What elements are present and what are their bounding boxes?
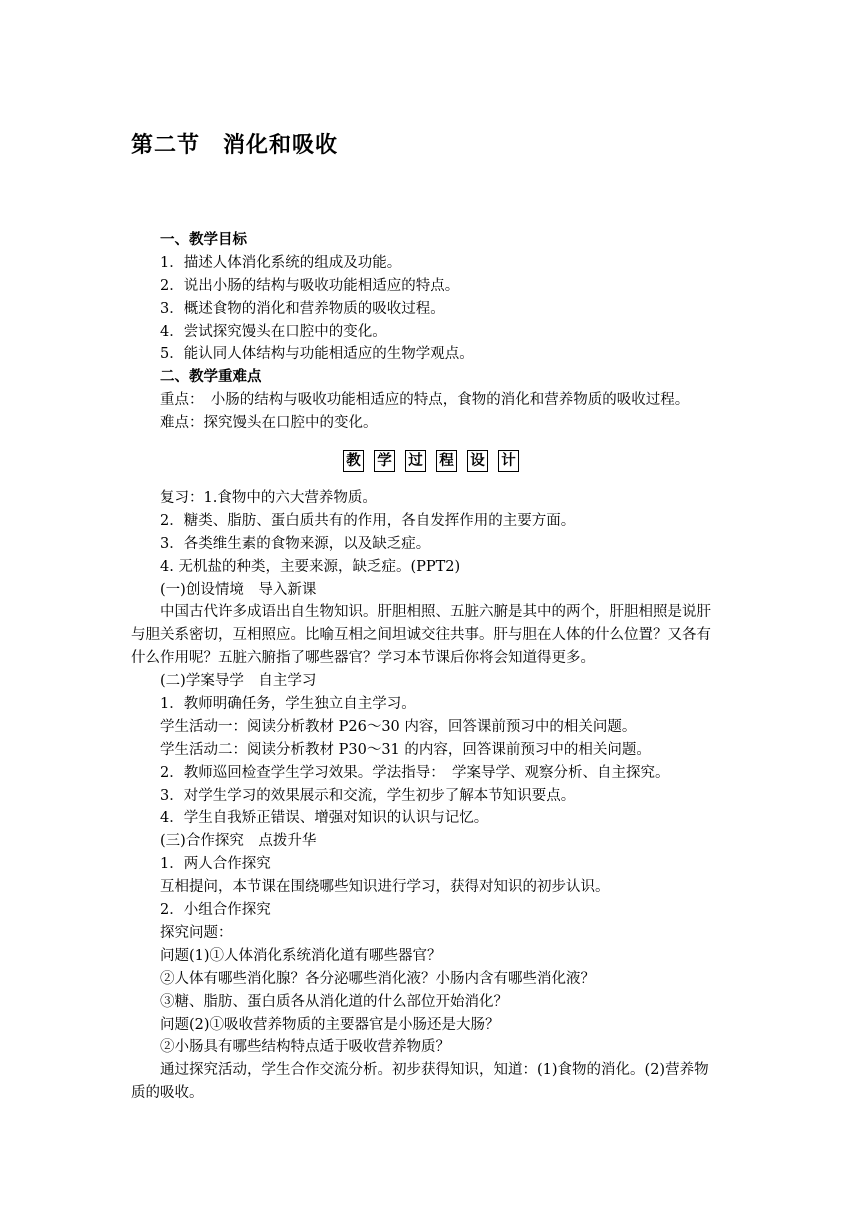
list-line: 互相提问，本节课在围绕哪些知识进行学习，获得对知识的初步认识。 (160, 879, 610, 896)
objective-item: 1．描述人体消化系统的组成及功能。 (160, 254, 402, 271)
list-line: 学生活动二：阅读分析教材 P30～31 的内容，回答课前预习中的相关问题。 (160, 741, 651, 758)
section-cooperative (131, 830, 731, 1105)
paragraph-line: 什么作用呢？五脏六腑指了哪些器官？学习本节课后你将会知道得更多。 (131, 650, 595, 667)
list-line: 问题(1)①人体消化系统消化道有哪些器官？ (160, 947, 442, 964)
objective-item: 3．概述食物的消化和营养物质的吸收过程。 (160, 300, 445, 317)
paragraph-line: 质的吸收。 (131, 1085, 204, 1102)
list-line: 1．两人合作探究 (160, 856, 271, 873)
objective-item: 4．尝试探究馒头在口腔中的变化。 (160, 323, 387, 340)
review-section (131, 487, 731, 579)
list-line: 3．对学生学习的效果展示和交流，学生初步了解本节知识要点。 (160, 787, 576, 804)
paragraph-line: 中国古代许多成语出自生物知识。肝胆相照、五脏六腑是其中的两个，肝胆相照是说肝 (160, 604, 711, 621)
objectives-heading: 一、教学目标 (160, 231, 247, 248)
section-heading: (三)合作探究 点拨升华 (160, 833, 317, 850)
paragraph-line: 通过探究活动，学生合作交流分析。初步获得知识，知道：(1)食物的消化。(2)营养物 (160, 1062, 709, 1079)
banner-char: 教 (343, 450, 364, 472)
list-line: ③糖、脂肪、蛋白质各从消化道的什么部位开始消化？ (160, 993, 508, 1010)
review-line: 4. 无机盐的种类，主要来源，缺乏症。(PPT2) (160, 558, 461, 575)
objectives-section (131, 229, 731, 366)
list-line: 2．小组合作探究 (160, 902, 271, 919)
banner-char: 过 (405, 450, 426, 472)
list-line: ②人体有哪些消化腺？各分泌哪些消化液？小肠内含有哪些消化液？ (160, 970, 595, 987)
objective-item: 5．能认同人体结构与功能相适应的生物学观点。 (160, 346, 474, 363)
list-line: 1．教师明确任务，学生独立自主学习。 (160, 696, 416, 713)
section-intro (131, 579, 731, 671)
key-point: 重点： 小肠的结构与吸收功能相适应的特点，食物的消化和营养物质的吸收过程。 (160, 392, 690, 409)
key-points-section (131, 366, 731, 435)
list-line: 4．学生自我矫正错误、增强对知识的认识与记忆。 (160, 810, 489, 827)
section-heading: (一)创设情境 导入新课 (160, 581, 317, 598)
banner-char: 学 (374, 450, 395, 472)
section-heading: (二)学案导学 自主学习 (160, 673, 317, 690)
objective-item: 2．说出小肠的结构与吸收功能相适应的特点。 (160, 277, 460, 294)
review-line: 2．糖类、脂肪、蛋白质共有的作用，各自发挥作用的主要方面。 (160, 512, 576, 529)
key-points-heading: 二、教学重难点 (160, 368, 262, 386)
list-line: 学生活动一：阅读分析教材 P26～30 内容，回答课前预习中的相关问题。 (160, 718, 637, 735)
banner-char: 计 (498, 450, 519, 472)
list-line: 问题(2)①吸收营养物质的主要器官是小肠还是大肠？ (160, 1016, 500, 1033)
process-design-banner (131, 435, 731, 487)
review-line: 复习：1.食物中的六大营养物质。 (160, 490, 377, 507)
difficult-point: 难点：探究馒头在口腔中的变化。 (160, 415, 378, 432)
paragraph-line: 与胆关系密切，互相照应。比喻互相之间坦诚交往共事。肝与胆在人体的什么位置？又各有 (131, 627, 711, 644)
list-line: ②小肠具有哪些结构特点适于吸收营养物质？ (160, 1039, 450, 1056)
banner-char: 程 (436, 450, 457, 472)
page-title: 第二节 消化和吸收 (131, 133, 339, 158)
review-line: 3．各类维生素的食物来源，以及缺乏症。 (160, 535, 431, 552)
document-body (131, 229, 731, 1105)
section-self-study (131, 670, 731, 830)
banner-char: 设 (467, 450, 488, 472)
list-line: 2．教师巡回检查学生学习效果。学法指导： 学案导学、观察分析、自主探究。 (160, 764, 670, 781)
list-line: 探究问题： (160, 924, 233, 941)
